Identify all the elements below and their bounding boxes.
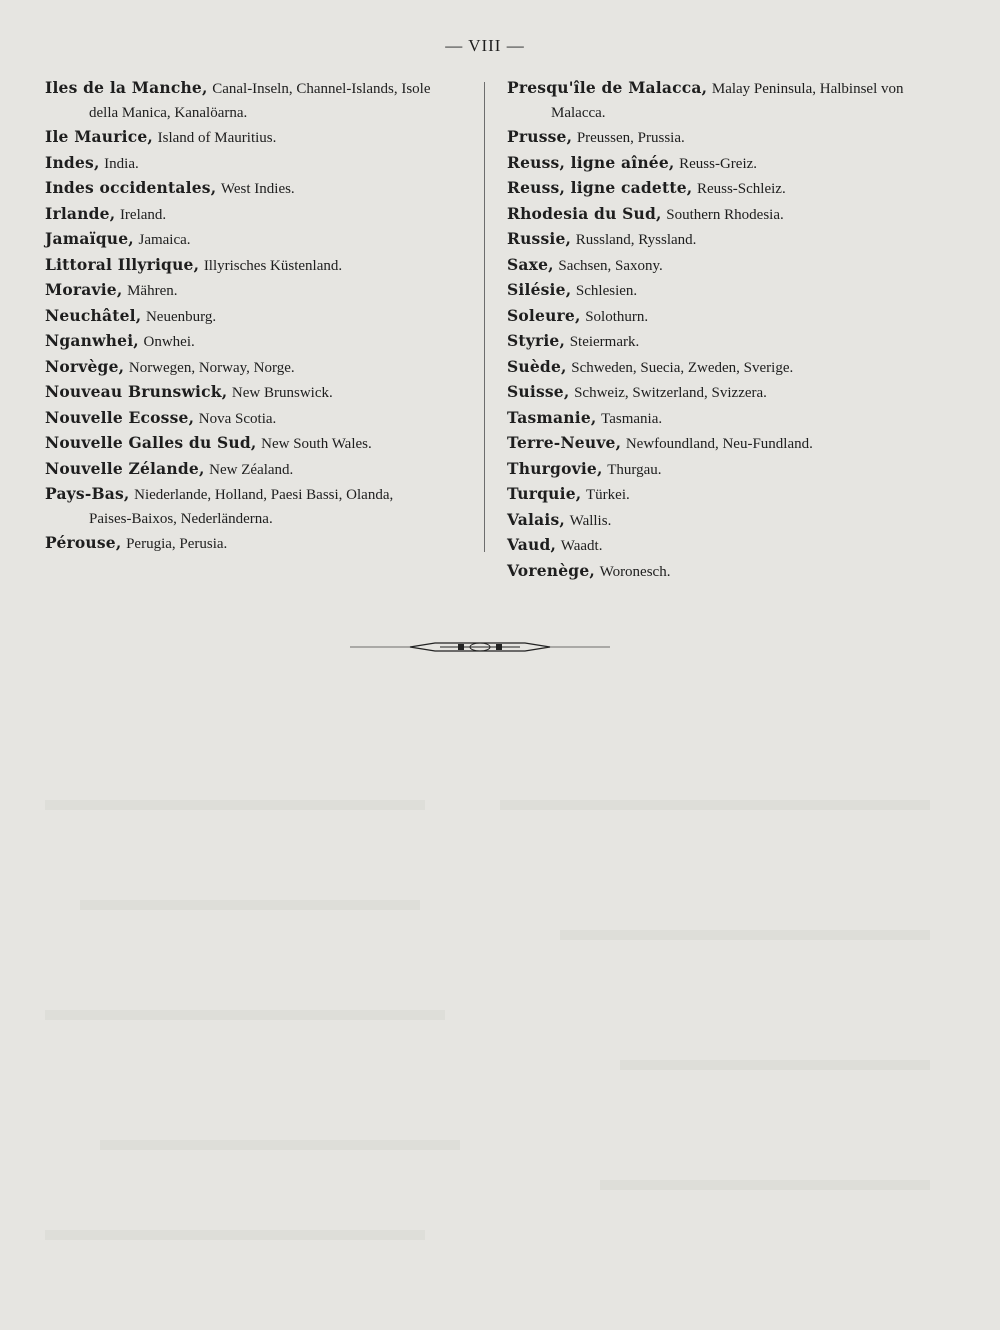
entry-heading: Valais,: [507, 509, 565, 529]
index-entry: [507, 329, 947, 355]
entry-continuation: Malacca.: [551, 104, 606, 121]
entry-translations: Canal-Inseln, Channel-Islands, Isole: [212, 81, 431, 97]
entry-translations: New Brunswick.: [231, 385, 333, 401]
entry-translations: Neuenburg.: [145, 308, 217, 325]
index-entry: [45, 431, 470, 457]
entry-translations: West Indies.: [220, 181, 295, 197]
index-entry: [45, 202, 470, 228]
page-number: — VIII —: [445, 36, 525, 55]
index-entry: [507, 508, 947, 534]
index-entry: [45, 531, 470, 557]
index-entry: [45, 125, 470, 151]
index-entry: [507, 176, 947, 202]
entry-translations: Schweden, Suecia, Zweden, Sverige.: [571, 359, 794, 376]
index-entry: [507, 482, 947, 508]
entry-translations: Illyrisches Küstenland.: [203, 257, 343, 274]
entry-translations: Niederlande, Holland, Paesi Bassi, Olanda,: [134, 487, 394, 503]
entry-translations: Southern Rhodesia.: [666, 206, 784, 223]
entry-heading: Littoral Illyrique,: [45, 254, 200, 274]
entry-translations: Waadt.: [560, 538, 603, 554]
index-entry: [507, 457, 947, 483]
index-entry: [507, 151, 947, 177]
entry-translations: Nova Scotia.: [198, 410, 277, 427]
index-entry: [507, 202, 947, 228]
entry-heading: Rhodesia du Sud,: [507, 203, 662, 223]
index-entry: [45, 227, 470, 253]
entry-heading: Jamaïque,: [45, 229, 134, 248]
entry-heading: Suisse,: [507, 382, 570, 401]
entry-heading: Nganwhei,: [45, 331, 139, 350]
index-entry: [45, 176, 470, 202]
entry-heading: Nouveau Brunswick,: [45, 382, 228, 401]
entry-heading: Prusse,: [507, 127, 573, 146]
left-column: [45, 76, 470, 557]
index-entry: [45, 457, 470, 483]
index-entry: [45, 482, 470, 531]
index-entry: [507, 431, 947, 457]
index-entry: [507, 355, 947, 381]
index-entry: [507, 380, 947, 406]
entry-translations: Malay Peninsula, Halbinsel von: [711, 81, 904, 97]
right-column: [507, 76, 947, 584]
entry-heading: Vaud,: [507, 535, 557, 554]
entry-translations: Steiermark.: [569, 334, 640, 350]
ornament-divider-icon: [350, 637, 610, 657]
entry-heading: Indes,: [45, 152, 100, 172]
entry-translations: Preussen, Prussia.: [576, 130, 685, 146]
entry-translations: Jamaica.: [138, 232, 191, 248]
entry-heading: Norvège,: [45, 356, 125, 376]
entry-heading: Irlande,: [45, 203, 116, 223]
entry-heading: Pays-Bas,: [45, 484, 130, 503]
entry-translations: Island of Mauritius.: [157, 130, 277, 146]
entry-translations: Woronesch.: [599, 563, 671, 580]
entry-translations: Schweiz, Switzerland, Svizzera.: [574, 385, 767, 401]
entry-heading: Terre-Neuve,: [507, 433, 622, 452]
entry-heading: Presqu'île de Malacca,: [507, 78, 708, 97]
index-entry: [45, 380, 470, 406]
entry-translations: Türkei.: [586, 487, 630, 503]
entry-heading: Nouvelle Galles du Sud,: [45, 433, 257, 452]
index-entry: [507, 406, 947, 432]
index-entry: [507, 304, 947, 330]
index-entry: [507, 227, 947, 253]
index-entry: [507, 533, 947, 559]
entry-heading: Soleure,: [507, 305, 581, 325]
index-entry: [45, 151, 470, 177]
entry-heading: Suède,: [507, 356, 567, 376]
index-entry: [45, 253, 470, 279]
entry-heading: Vorenège,: [507, 560, 595, 580]
entry-translations: New Zéaland.: [209, 461, 294, 478]
entry-heading: Moravie,: [45, 280, 123, 299]
entry-translations: New South Wales.: [261, 436, 372, 452]
entry-translations: Thurgau.: [607, 461, 662, 478]
index-entry: [507, 76, 947, 125]
column-divider: [484, 82, 485, 552]
index-entry: [507, 125, 947, 151]
entry-continuation: Paises-Baixos, Nederländerna.: [89, 510, 273, 527]
entry-continuation: della Manica, Kanalöarna.: [89, 104, 248, 121]
index-entry: [507, 253, 947, 279]
entry-translations: Perugia, Perusia.: [126, 536, 228, 552]
entry-translations: Mähren.: [127, 283, 178, 299]
entry-heading: Turquie,: [507, 484, 582, 503]
index-entry: [507, 559, 947, 585]
entry-translations: Wallis.: [569, 512, 612, 529]
entry-translations: Solothurn.: [585, 308, 649, 325]
entry-translations: Newfoundland, Neu-Fundland.: [625, 436, 813, 452]
index-entry: [45, 355, 470, 381]
entry-heading: Nouvelle Ecosse,: [45, 407, 195, 427]
entry-heading: Thurgovie,: [507, 458, 603, 478]
index-entry: [45, 278, 470, 304]
index-entry: [45, 76, 470, 125]
index-entry: [507, 278, 947, 304]
entry-heading: Russie,: [507, 229, 572, 248]
entry-heading: Styrie,: [507, 331, 566, 350]
entry-translations: Sachsen, Saxony.: [558, 257, 663, 274]
entry-heading: Neuchâtel,: [45, 305, 142, 325]
entry-translations: Onwhei.: [143, 334, 195, 350]
index-entry: [45, 304, 470, 330]
entry-heading: Saxe,: [507, 254, 554, 274]
index-entry: [45, 406, 470, 432]
entry-translations: Tasmania.: [601, 410, 663, 427]
entry-translations: Russland, Ryssland.: [575, 232, 697, 248]
entry-heading: Pérouse,: [45, 533, 122, 552]
index-entry: [45, 329, 470, 355]
entry-translations: Norwegen, Norway, Norge.: [128, 359, 295, 376]
entry-heading: Reuss, ligne aînée,: [507, 152, 675, 172]
entry-heading: Nouvelle Zélande,: [45, 458, 205, 478]
entry-heading: Tasmanie,: [507, 407, 597, 427]
entry-heading: Iles de la Manche,: [45, 78, 208, 97]
entry-heading: Reuss, ligne cadette,: [507, 178, 693, 197]
entry-heading: Silésie,: [507, 280, 572, 299]
entry-translations: Reuss-Greiz.: [679, 155, 758, 172]
entry-heading: Indes occidentales,: [45, 178, 217, 197]
entry-heading: Ile Maurice,: [45, 127, 154, 146]
entry-translations: Ireland.: [119, 206, 167, 223]
entry-translations: Reuss-Schleiz.: [696, 181, 786, 197]
entry-translations: India.: [104, 155, 139, 172]
entry-translations: Schlesien.: [575, 283, 638, 299]
